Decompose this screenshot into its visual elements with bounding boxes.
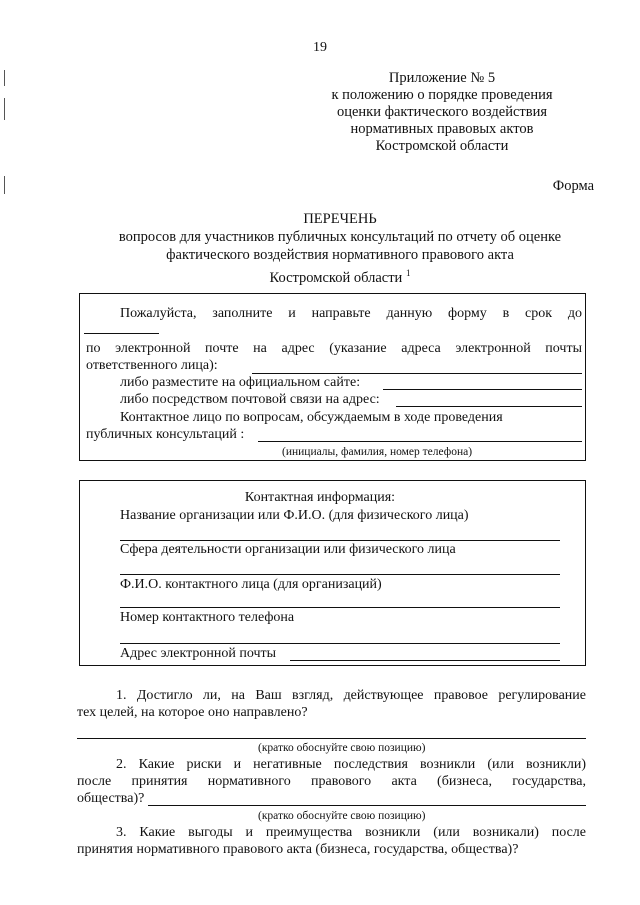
appendix-number: Приложение № 5 <box>388 70 496 86</box>
instructions-line: Пожалуйста, заполните и направьте данную форму в срок до <box>120 306 582 321</box>
activity-field[interactable] <box>120 574 560 575</box>
question-3-cont: принятия нормативного правового акта (бизнеса, государства, общества)? <box>77 842 519 857</box>
instructions-line: Контактное лицо по вопросам, обсуждаемым в ходе проведения <box>120 410 503 425</box>
appendix-header-line: нормативных правовых актов <box>350 121 534 137</box>
title-line: фактического воздействия нормативного правового акта <box>166 247 514 263</box>
appendix-header-line: к положению о порядке проведения <box>331 87 553 103</box>
question-2: 2. Какие риски и негативные последствия возникли (или возникли) <box>116 757 586 772</box>
question-2-cont: после принятия нормативного правового акта (бизнеса, государства, <box>77 774 586 789</box>
contact-heading: Контактная информация: <box>244 490 396 505</box>
contact-person-name-field[interactable] <box>120 607 560 608</box>
org-name-label: Название организации или Ф.И.О. (для физического лица) <box>120 508 469 523</box>
instructions-line: публичных консультаций : <box>86 427 245 442</box>
appendix-header-line: Костромской области <box>375 138 509 154</box>
email-field[interactable] <box>290 660 560 661</box>
postal-address-field[interactable] <box>396 406 582 407</box>
answer-1-field[interactable] <box>77 738 586 739</box>
field-caption: (инициалы, фамилия, номер телефона) <box>282 446 473 458</box>
email-label: Адрес электронной почты <box>120 646 277 661</box>
phone-field[interactable] <box>120 643 560 644</box>
question-3: 3. Какие выгоды и преимущества возникли (или возникали) после <box>116 825 586 840</box>
form-label: Форма <box>552 178 594 194</box>
activity-label: Сфера деятельности организации или физического лица <box>120 542 456 557</box>
question-1-cont: тех целей, на которое оно направлено? <box>77 705 308 720</box>
document-title <box>60 210 620 287</box>
title-line: Костромской области $^1$ <box>269 268 411 286</box>
scan-artifact <box>4 98 5 120</box>
scan-artifact <box>4 70 5 86</box>
phone-label: Номер контактного телефона <box>120 610 295 625</box>
footnote-ref: 1 <box>405 268 411 278</box>
question-1: 1. Достигло ли, на Ваш взгляд, действующее правовое регулирование <box>116 688 586 703</box>
scan-artifact <box>4 176 5 194</box>
instructions-line: ответственного лица): <box>86 358 218 373</box>
deadline-field[interactable] <box>84 333 159 334</box>
title-heading: ПЕРЕЧЕНЬ <box>303 211 377 227</box>
contact-person-field[interactable] <box>258 441 582 442</box>
page-number: 19 <box>313 40 327 55</box>
official-site-field[interactable] <box>383 389 582 390</box>
appendix-header-line: оценки фактического воздействия <box>336 104 548 120</box>
question-2-cont: общества)? <box>77 791 145 806</box>
instructions-line: по электронной почте на адрес (указание адреса электронной почты <box>86 341 582 356</box>
field-caption: (кратко обоснуйте свою позицию) <box>258 742 426 754</box>
instructions-line: либо посредством почтовой связи на адрес: <box>120 392 380 407</box>
field-caption: (кратко обоснуйте свою позицию) <box>258 810 426 822</box>
answer-2-field[interactable] <box>148 805 586 806</box>
instructions-line: либо разместите на официальном сайте: <box>120 375 361 390</box>
appendix-header <box>292 70 592 155</box>
title-line: вопросов для участников публичных консультаций по отчету об оценке <box>118 229 562 245</box>
contact-person-label: Ф.И.О. контактного лица (для организаций) <box>120 577 382 592</box>
